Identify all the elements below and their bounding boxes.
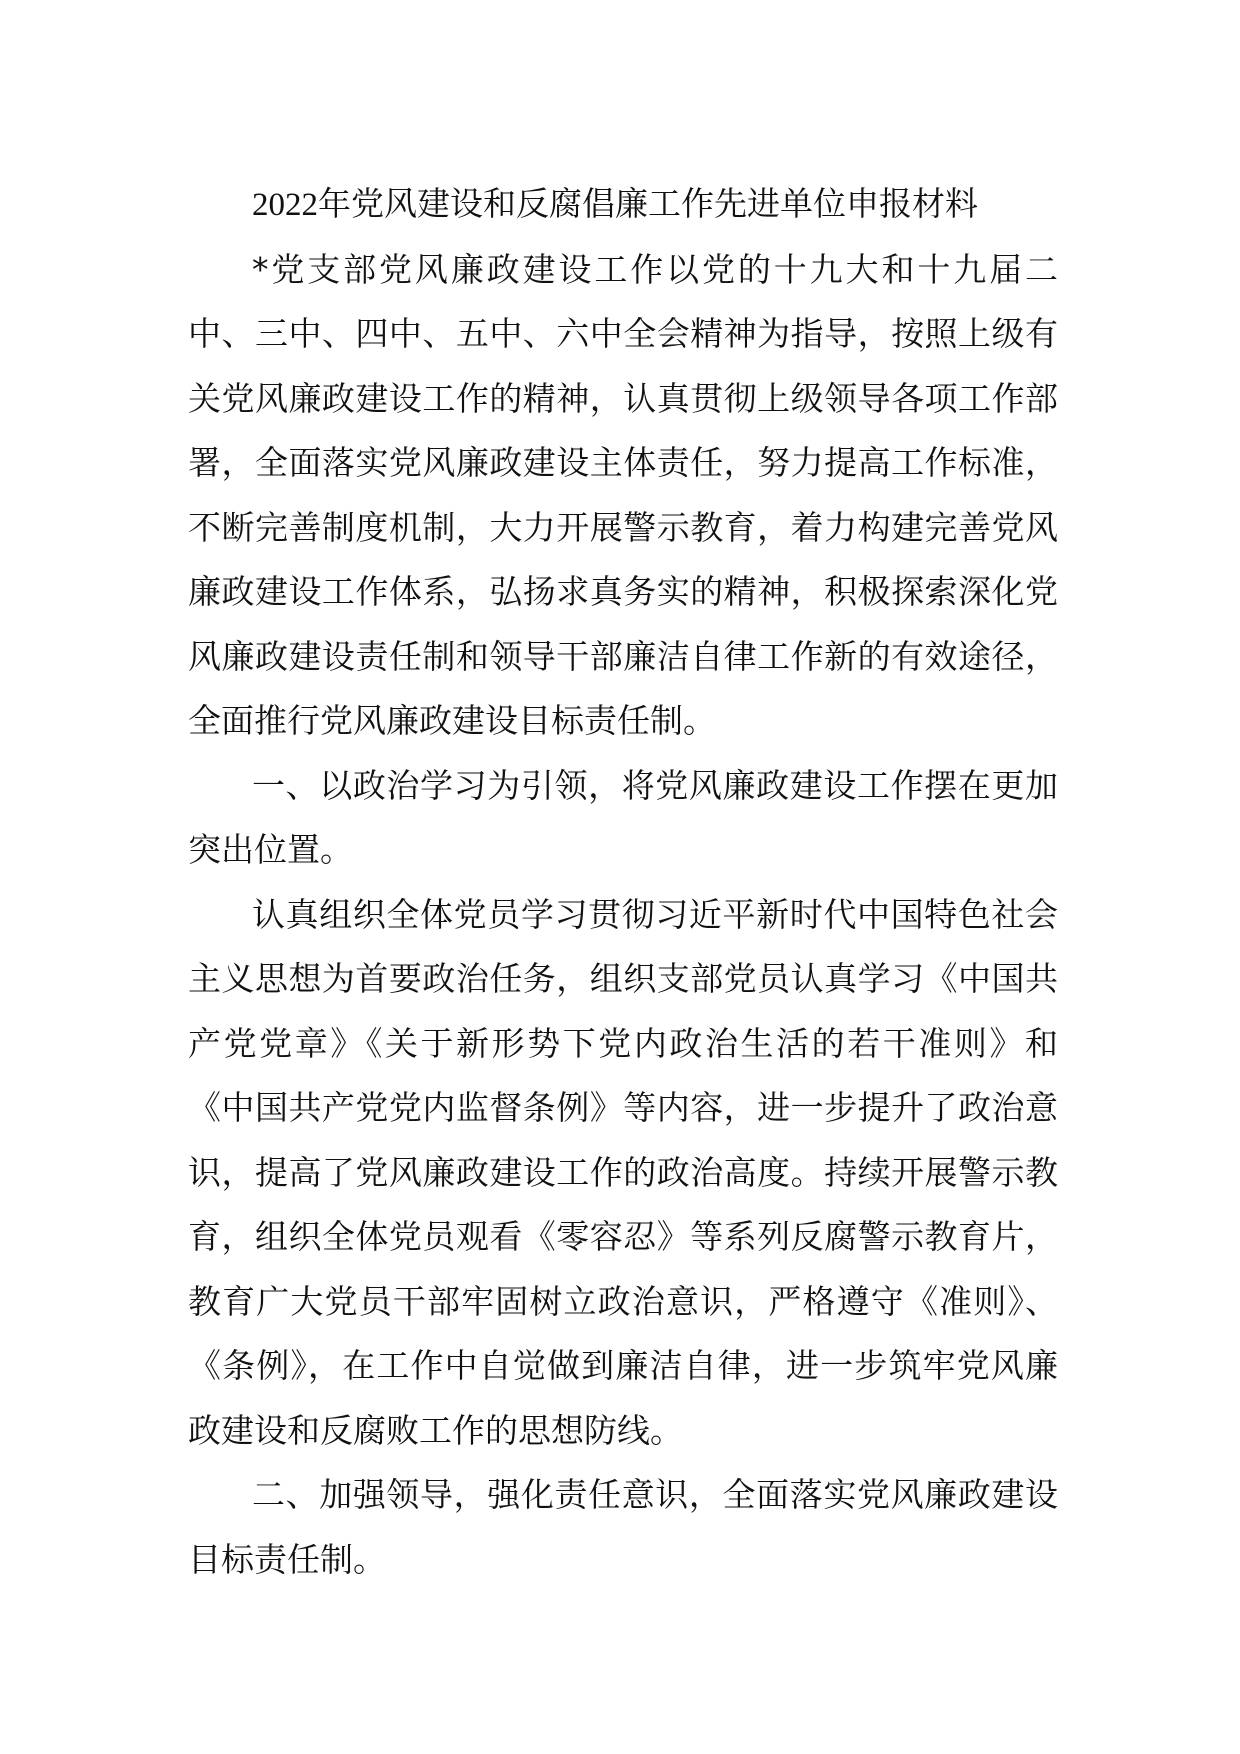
section-heading-2: 二、加强领导，强化责任意识，全面落实党风廉政建设目标责任制。 (188, 1475, 1058, 1579)
section-heading-1: 一、以政治学习为引领，将党风廉政建设工作摆在更加突出位置。 (188, 765, 1058, 869)
title-year: 2022 (252, 187, 318, 223)
document-title (188, 172, 1058, 238)
intro-paragraph: *党支部党风廉政建设工作以党的十九大和十九届二中、三中、四中、五中、六中全会精神为指导，按照上级有关党风廉政建设工作的精神，认真贯彻上级领导各项工作部署，全面落实党风廉政建设主体责任，努力提高工作标准，不断完善制度机制，大力开展警示教育，着力构建完善党风廉政建设工作体系，弘扬求真务实的精神，积极探索深化党风廉政建设责任制和领导干部廉洁自律工作新的有效途径，全面推行党风廉政建设目标责任制。 (188, 249, 1058, 740)
document-body (188, 172, 1058, 1592)
title-text: 年党风建设和反腐倡廉工作先进单位申报材料 (318, 184, 978, 223)
section-1-paragraph: 认真组织全体党员学习贯彻习近平新时代中国特色社会主义思想为首要政治任务，组织支部党员认真学习《中国共产党党章》《关于新形势下党内政治生活的若干准则》和《中国共产党党内监督条例》等内容，进一步提升了政治意识，提高了党风廉政建设工作的政治高度。持续开展警示教育，组织全体党员观看《零容忍》等系列反腐警示教育片，教育广大党员干部牢固树立政治意识，严格遵守《准则》、《条例》，在工作中自觉做到廉洁自律，进一步筑牢党风廉政建设和反腐败工作的思想防线。 (188, 894, 1058, 1450)
